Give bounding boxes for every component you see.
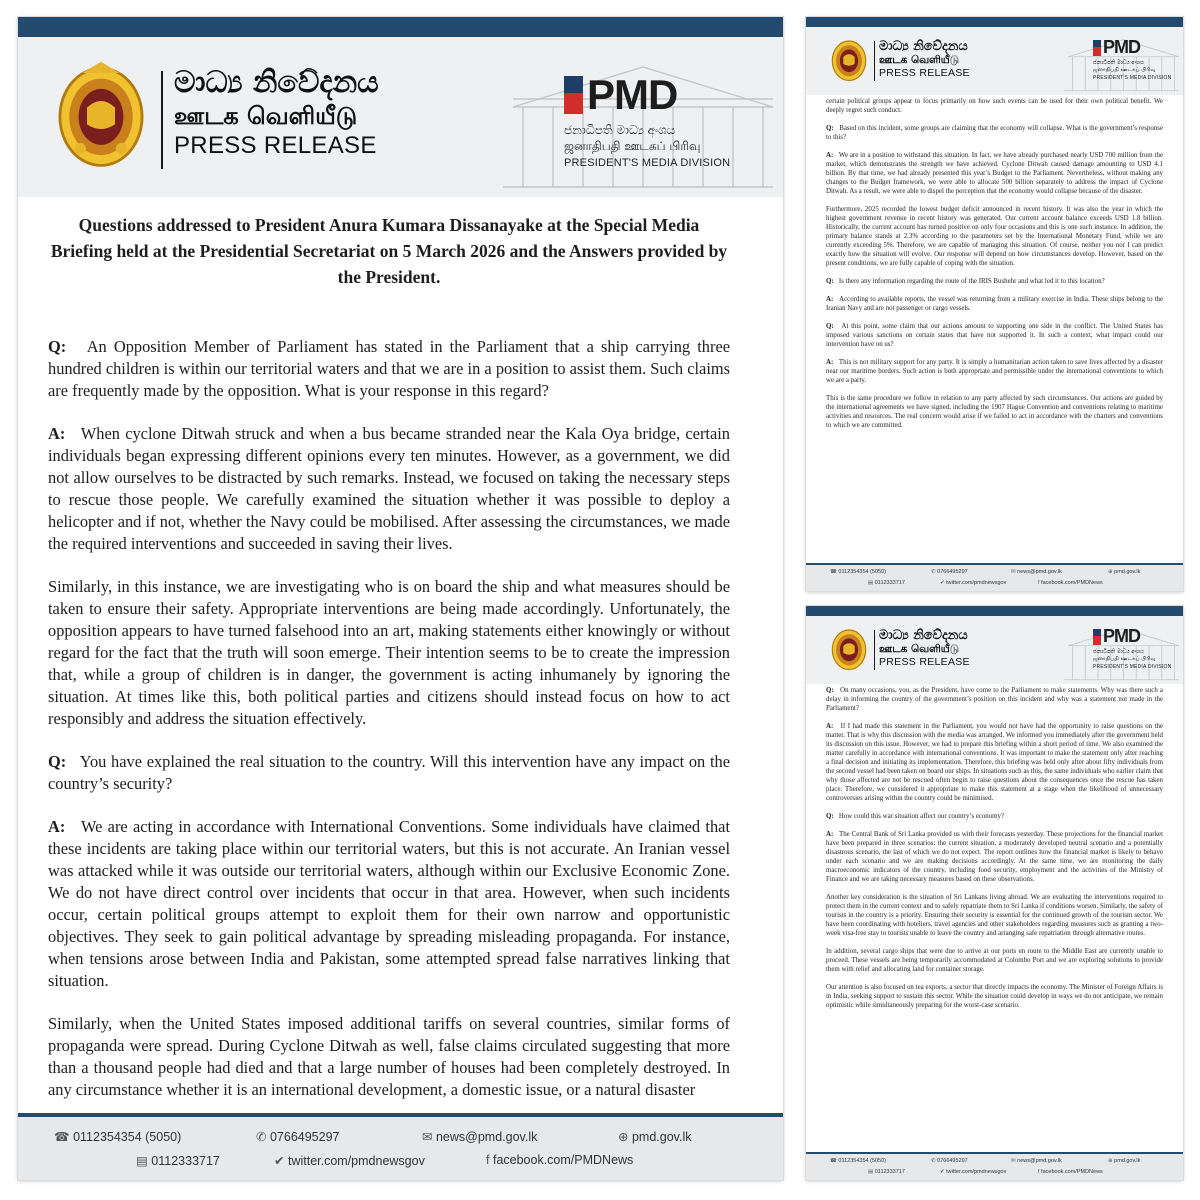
pmd-tamil-name: ஜனாதிபதி ஊடகப் பிரிவு	[1093, 656, 1156, 662]
phone-icon: ☎	[54, 1130, 70, 1144]
pmd-sinhala-name: ජනාධිපති මාධ්‍ය අංශය	[1093, 649, 1145, 655]
paragraph	[826, 205, 1163, 268]
fax-icon: ▤	[868, 1169, 874, 1175]
paragraph-text: You have explained the real situation to the country. Will this intervention have any impact on the country’s security?	[48, 752, 730, 793]
paragraph	[826, 151, 1163, 196]
sinhala-title: මාධ්‍ය නිවේදනය	[174, 65, 379, 100]
footer-phone-text: 0112354354 (5050)	[838, 569, 886, 575]
footer-phone[interactable]	[830, 569, 886, 575]
paragraph-text: Is there any information regarding the route of the IRIS Bushehr and what led it to this location?	[838, 278, 1105, 285]
facebook-icon: f	[1038, 1169, 1040, 1175]
answer-label: A:	[826, 296, 834, 303]
twitter-icon: ✔	[940, 1169, 945, 1175]
paragraph	[826, 983, 1163, 1010]
contact-footer	[806, 563, 1183, 591]
footer-twitter-text: twitter.com/pmdnewsgov	[946, 580, 1007, 586]
paragraph	[826, 893, 1163, 938]
pmd-english-name: PRESIDENT'S MEDIA DIVISION	[1093, 664, 1172, 670]
footer-website-text: pmd.gov.lk	[631, 1130, 692, 1144]
footer-mobile[interactable]	[256, 1129, 340, 1144]
paragraph-text: Similarly, when the United States imposed additional tariffs on several countries, similar forms of propaganda were spread. During Cyclone Ditwah as well, false claims circulated suggesting that more than a thousand people had died and that a large number of houses had been completely destroyed. In any circumstance whether it is an international development, a domestic issue, or a natural disaster	[48, 1014, 730, 1099]
tamil-title: ஊடக வெளியீடு	[879, 54, 960, 66]
question-label: Q:	[48, 337, 67, 356]
question-label: Q:	[826, 687, 834, 694]
paragraph	[826, 358, 1163, 385]
paragraph-text: This is the same procedure we follow in relation to any party affected by such circumstances. Our actions are guided by the international agreements we have signed, including the 1907 Hague Convention and conventions relating to maritime activities and resources. The real concern would arise if we failed to act in accordance with the charters and conventions to which we are committed.	[826, 395, 1163, 429]
press-release-label: PRESS RELEASE	[879, 67, 970, 79]
pmd-sinhala-name: ජනාධිපති මාධ්‍ය අංශය	[564, 123, 676, 137]
press-release-page-3	[806, 606, 1183, 1180]
facebook-icon: f	[1038, 580, 1040, 586]
pmd-logo-block	[564, 71, 764, 169]
paragraph-text: Furthermore, 2025 recorded the lowest budget deficit announced in recent history. It was also the year in which the highest government revenue in recent history was generated. Our current account balance exceeds USD 1.8 billion. Historically, the current account has turned positive on only four occasions and this is one such instance. In addition, the primary balance stands at 2.3% according to the parameters set by the International Monetary Fund, while we are currently exceeding 5%. Therefore, we are capable of managing this situation. Of course, neither you nor I can predict exactly how the situation will evolve. Our response will depend on how circumstances develop. However, based on the present conditions, we are fully capable of coping with the situation.	[826, 206, 1163, 267]
paragraph	[826, 830, 1163, 884]
header-divider	[161, 71, 163, 169]
email-icon: ✉	[1011, 1158, 1016, 1164]
paragraph	[826, 947, 1163, 974]
pmd-logo-text: PMD	[1103, 626, 1140, 646]
letterhead	[18, 37, 783, 197]
page-body	[826, 686, 1163, 1019]
paragraph	[826, 277, 1163, 286]
paragraph-text: In addition, several cargo ships that were due to arrive at our ports en route to the Middle East are currently unable to proceed. These vessels are being temporarily accommodated at Colombo Port and we are exploring solutions to provide them with relief and allocating land for container storage.	[826, 948, 1163, 973]
footer-facebook[interactable]	[1038, 1169, 1103, 1175]
twitter-icon: ✔	[940, 580, 945, 586]
pmd-logo-icon	[564, 76, 583, 114]
footer-website[interactable]	[618, 1129, 691, 1144]
press-release-page-1	[18, 17, 783, 1180]
paragraph-text: Another key consideration is the situation of Sri Lankans living abroad. We are evaluating the interventions required to protect them in the current context and to safely repatriate them to Sri Lanka if conditions worsen. Similarly, the safety of tourists in the country is a priority. Ensuring their security is essential for the continued growth of the tourism sector. We have been coordinating with hoteliers, travel agencies and other stakeholders regarding measures such as granting a two-week visa-free stay to tourists unable to leave the country and arranging safe repatriation through alternative routes.	[826, 894, 1163, 937]
globe-icon: ⊕	[1108, 569, 1113, 575]
paragraph	[826, 812, 1163, 821]
footer-fax[interactable]	[136, 1153, 220, 1168]
footer-twitter[interactable]	[940, 1169, 1006, 1175]
top-bar	[806, 606, 1183, 616]
paragraph-text: According to available reports, the vessel was returning from a military exercise in India. These ships belong to the Iranian Navy and are not passenger or cargo vessels.	[826, 296, 1164, 312]
footer-email[interactable]	[1011, 1158, 1062, 1164]
phone-icon: ☎	[830, 1158, 837, 1164]
sri-lanka-emblem-icon	[54, 59, 148, 171]
footer-fax[interactable]	[868, 580, 905, 586]
answer-label: A:	[826, 152, 834, 159]
paragraph-text: We are in a position to withstand this situation. In fact, we have already purchased nearly USD 700 million from the market, which demonstrates the strength we have achieved. Cyclone Ditwah caused damage amounting to USD 4.1 billion. By that time, we had already presented this year’s Budget to the Parliament. Nevertheless, without making any changes to the Budget framework, we were able to allocate 500 billion separately to address the impact of Cyclone Ditwah. As a result, we were able to dispel the perception that the economy would collapse because of the disaster.	[826, 152, 1163, 195]
pmd-tamil-name: ஜனாதிபதி ஊடகப் பிரிவு	[1093, 67, 1156, 73]
mobile-icon: ✆	[931, 1158, 936, 1164]
footer-twitter[interactable]	[940, 580, 1006, 586]
phone-icon: ☎	[830, 569, 837, 575]
footer-facebook-text: facebook.com/PMDNews	[492, 1153, 634, 1167]
paragraph-text: When cyclone Ditwah struck and when a bus became stranded near the Kala Oya bridge, certain individuals began expressing different opinions every ten minutes. However, as a government, we did not allow ourselves to be distracted by such remarks. Instead, we focused on taking the necessary steps to rescue those people. We carefully examined the situation whether it was possible to deploy a helicopter and if not, whether the Navy could be mobilised. After assessing the circumstances, we made the required interventions and succeeded in saving their lives.	[48, 424, 730, 553]
fax-icon: ▤	[136, 1154, 148, 1168]
footer-email[interactable]	[1011, 569, 1062, 575]
answer-label: A:	[48, 817, 66, 836]
paragraph	[48, 816, 730, 992]
sinhala-title: මාධ්‍ය නිවේදනය	[879, 628, 968, 643]
header-divider	[874, 41, 875, 81]
top-bar	[806, 17, 1183, 27]
fax-icon: ▤	[868, 580, 874, 586]
paragraph-text: Based on this incident, some groups are claiming that the economy will collapse. What is the government’s response to this?	[826, 125, 1164, 141]
question-label: Q:	[826, 125, 834, 132]
footer-twitter[interactable]	[274, 1153, 425, 1168]
footer-email-text: news@pmd.gov.lk	[1017, 569, 1062, 575]
question-label: Q:	[826, 813, 834, 820]
press-release-label: PRESS RELEASE	[879, 656, 970, 668]
paragraph	[826, 722, 1163, 803]
answer-label: A:	[826, 359, 834, 366]
email-icon: ✉	[422, 1130, 433, 1144]
paragraph-text: This is not military support for any party. It is simply a humanitarian action taken to save lives affected by a disaster near our maritime borders. Such action is both appropriate and permissible under the international conventions to which we are a party.	[826, 359, 1163, 384]
footer-twitter-text: twitter.com/pmdnewsgov	[287, 1154, 425, 1168]
answer-label: A:	[826, 723, 834, 730]
paragraph-text: certain political groups appear to focus primarily on how such events can be used for their own political benefit. We deeply regret such conduct.	[826, 98, 1163, 114]
footer-mobile-text: 0766495297	[937, 569, 968, 575]
paragraph-text: Similarly, in this instance, we are investigating who is on board the ship and what measures should be taken to ensure their safety. Appropriate interventions are being made accordingly. Unfortunately, the opposition appears to have turned falsehood into an art, making statements either knowingly or without regard for the fact that the truth will soon emerge. Their intention seems to be to create the impression that, while a group of children is in danger, the government is acting inhumanely by ignoring the situation. At times like this, both political parties and citizens should instead focus on how to act responsibly and address the situation effectively.	[48, 577, 730, 728]
paragraph-text: We are acting in accordance with International Conventions. Some individuals have claimed that these incidents are taking place within our territorial waters, but this is not accurate. An Iranian vessel was attacked while it was outside our territorial waters, although within our Exclusive Economic Zone. We do not have direct control over incidents that occur in that area. However, when such incidents occur, certain political groups attempt to exploit them for their own narrow and opportunistic objectives. They seek to gain political advantage by spreading misleading propaganda. For instance, when tensions arose between India and Pakistan, some attempted spread false narratives linking that situation.	[48, 817, 730, 990]
footer-phone-text: 0112354354 (5050)	[73, 1130, 182, 1144]
footer-fax-text: 0112333717	[151, 1154, 220, 1168]
pmd-logo-block	[1093, 628, 1173, 670]
footer-facebook[interactable]	[1038, 580, 1103, 586]
paragraph-text: Our attention is also focused on tea exports, a sector that directly impacts the economy. The Minister of Foreign Affairs is in India, seeking support to sustain this sector. While the situation could develop in ways we do not anticipate, we remain optimistic while simultaneously preparing for the worst-case scenario.	[826, 984, 1163, 1009]
paragraph	[826, 686, 1163, 713]
facebook-icon: f	[486, 1153, 490, 1167]
footer-fax[interactable]	[868, 1169, 905, 1175]
paragraph-text: On many occasions, you, as the President, have come to the Parliament to make statements. Why was there such a delay in informing the country of the government’s position on this incident and why was a statement not made in the Parliament?	[826, 687, 1163, 712]
paragraph	[48, 576, 730, 730]
pmd-english-name: PRESIDENT'S MEDIA DIVISION	[564, 157, 731, 169]
question-label: Q:	[826, 278, 834, 285]
email-icon: ✉	[1011, 569, 1016, 575]
footer-mobile[interactable]	[931, 569, 968, 575]
page-body	[826, 97, 1163, 439]
paragraph-list	[826, 686, 1163, 1010]
press-release-label: PRESS RELEASE	[174, 132, 377, 159]
footer-facebook-text: facebook.com/PMDNews	[1041, 580, 1103, 586]
footer-website-text: pmd.gov.lk	[1114, 1158, 1141, 1164]
paragraph	[826, 124, 1163, 142]
paragraph-text: How could this war situation affect our country’s economy?	[838, 813, 1005, 820]
twitter-icon: ✔	[274, 1154, 285, 1168]
paragraph-list	[826, 97, 1163, 430]
paragraph-text: The Central Bank of Sri Lanka provided us with their forecasts yesterday. These projections for the financial market have been prepared in three scenarios: the current situation, a moderately developed neutral scenario and a potentially disastrous scenario, the last of which we do not expect. The report outlines how the financial market is likely to behave under each scenario and we are making decisions accordingly. At the same time, we are monitoring the daily macroeconomic indicators of the country, including food security, employment and the activities of the Ministry of Finance and we are taking necessary measures based on these observations.	[826, 831, 1163, 883]
mobile-icon: ✆	[256, 1130, 267, 1144]
footer-email-text: news@pmd.gov.lk	[1017, 1158, 1062, 1164]
letterhead	[806, 27, 1183, 95]
footer-phone-text: 0112354354 (5050)	[838, 1158, 886, 1164]
paragraph	[826, 394, 1163, 430]
pmd-logo-icon	[1093, 40, 1101, 56]
footer-facebook-text: facebook.com/PMDNews	[1041, 1169, 1103, 1175]
question-label: Q:	[826, 323, 834, 330]
press-release-page-2	[806, 17, 1183, 591]
paragraph-text: If I had made this statement in the Parliament, you would not have had the opportunity to raise questions on the matter. That is why this discussion with the media was arranged. We informed you immediately after the government held its discussion on this issue. However, we had to prepare this briefing within a short period of time. We also examined the matter carefully in accordance with international conventions. It was important to make the statement only after reaching a final decision and initiating its implementation. Therefore, this briefing was held only after about fifty individuals from the second vessel had been taken on board our ships. In situations such as this, the same individuals who earlier claim that why those affected are not be rescued often begin to raise questions about the consequences once the rescue has taken place. Therefore, we considered it appropriate to make this statement at a stage when the likelihood of unnecessary controversies arising within the country could be minimised.	[826, 723, 1163, 802]
sri-lanka-emblem-icon	[830, 37, 868, 83]
answer-label: A:	[826, 831, 834, 838]
paragraph	[48, 336, 730, 402]
sinhala-title: මාධ්‍ය නිවේදනය	[879, 39, 968, 54]
top-bar	[18, 17, 783, 37]
contact-footer	[806, 1152, 1183, 1180]
footer-mobile-text: 0766495297	[269, 1130, 340, 1144]
pmd-logo-icon	[1093, 629, 1101, 645]
footer-email[interactable]	[422, 1129, 537, 1144]
paragraph	[826, 295, 1163, 313]
page-body	[48, 212, 730, 1122]
paragraph	[48, 423, 730, 555]
footer-website-text: pmd.gov.lk	[1114, 569, 1141, 575]
contact-footer	[18, 1113, 783, 1180]
footer-email-text: news@pmd.gov.lk	[435, 1130, 538, 1144]
paragraph	[826, 97, 1163, 115]
question-label: Q:	[48, 752, 67, 771]
footer-twitter-text: twitter.com/pmdnewsgov	[946, 1169, 1007, 1175]
sri-lanka-emblem-icon	[830, 626, 868, 672]
mobile-icon: ✆	[931, 569, 936, 575]
answer-label: A:	[48, 424, 66, 443]
paragraph-text: At this point, some claim that our actions amount to supporting one side in the conflict. The United States has imposed various sanctions on certain states that have not supported it. In such a context, what impact could our intervention have on us?	[826, 323, 1164, 348]
pmd-sinhala-name: ජනාධිපති මාධ්‍ය අංශය	[1093, 60, 1145, 66]
footer-phone[interactable]	[54, 1129, 181, 1144]
footer-mobile-text: 0766495297	[937, 1158, 968, 1164]
footer-phone[interactable]	[830, 1158, 886, 1164]
footer-mobile[interactable]	[931, 1158, 968, 1164]
footer-website[interactable]	[1108, 1158, 1140, 1164]
pmd-logo-text: PMD	[1103, 37, 1140, 57]
pmd-logo-block	[1093, 39, 1173, 81]
pmd-logo-text: PMD	[587, 71, 678, 118]
tamil-title: ஊடக வெளியீடு	[174, 102, 358, 130]
pmd-tamil-name: ஜனாதிபதி ஊடகப் பிரிவு	[564, 139, 701, 153]
paragraph-text: An Opposition Member of Parliament has stated in the Parliament that a ship carrying three hundred children is within our territorial waters and that we are in a position to assist them. Such claims are frequently made by the opposition. What is your response in this regard?	[48, 337, 731, 400]
document-title: Questions addressed to President Anura Kumara Dissanayake at the Special Media Briefing held at the Presidential Secretariat on 5 March 2026 and the Answers provided by the President.	[50, 215, 728, 287]
letterhead	[806, 616, 1183, 684]
paragraph	[48, 751, 730, 795]
tamil-title: ஊடக வெளியீடு	[879, 643, 960, 655]
footer-fax-text: 0112333717	[874, 1169, 905, 1175]
globe-icon: ⊕	[618, 1130, 629, 1144]
paragraph	[826, 322, 1163, 349]
footer-fax-text: 0112333717	[874, 580, 905, 586]
footer-facebook[interactable]	[486, 1153, 633, 1167]
pmd-english-name: PRESIDENT'S MEDIA DIVISION	[1093, 75, 1172, 81]
header-divider	[874, 630, 875, 670]
footer-website[interactable]	[1108, 569, 1140, 575]
globe-icon: ⊕	[1108, 1158, 1113, 1164]
paragraph-list	[48, 336, 730, 1101]
paragraph	[48, 1013, 730, 1101]
